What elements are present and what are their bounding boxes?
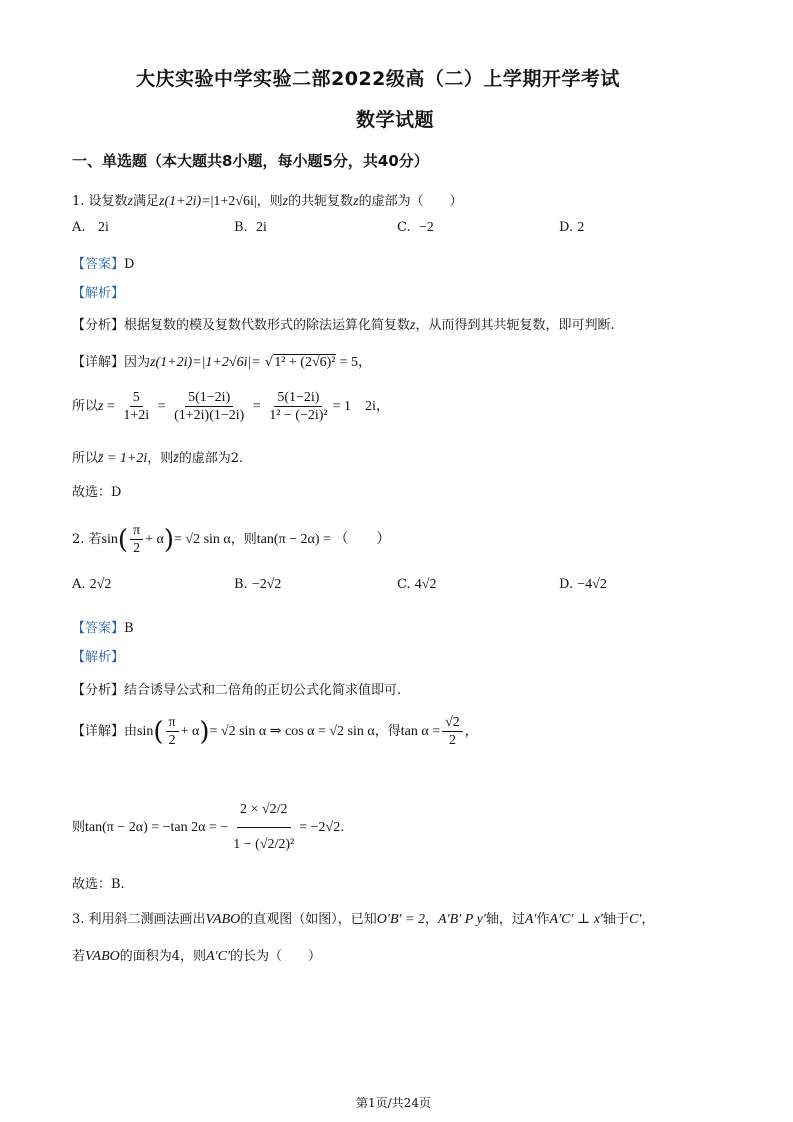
detail-text: 则: [72, 819, 86, 835]
fraction-1: [120, 389, 152, 424]
detail-tag: 【详解】: [72, 723, 125, 739]
numerator: 5(1−2i): [274, 389, 322, 407]
numerator: π: [130, 522, 143, 540]
q2-stem-b: ，则: [230, 531, 257, 547]
option-value: −2√2: [251, 577, 282, 592]
detail-text: 所以: [72, 398, 99, 414]
fraction-3: [266, 389, 330, 424]
fraction-2: [171, 389, 247, 424]
q2-detail-line1: 【详解】 由 sin ( $\frac{\pi}{2}$ + α ) = √2 sin α ⇒ cos α = √2 sin α ，得 tan α = $\frac{√2}{2}$ ，: [72, 715, 478, 748]
q2-conclusion: 故选：B.: [72, 877, 125, 892]
option-label: D.: [559, 220, 574, 235]
q1-detail-line2: 所以 z = $\frac{5}{1+2i}$ = $\frac{5(1-2i)}{(1+2i)(1-2i)}$ = $\frac{5(1-2i)}{\text{1² − (−2i)²}}$ = 1 2i，: [72, 390, 390, 423]
detail-text: 所以: [72, 451, 99, 466]
q2-analysis-tag: 【解析】: [72, 650, 125, 665]
q1-var-z: z: [127, 194, 133, 209]
q3-ob-length: O′B′ = 2: [376, 912, 426, 927]
final-fraction: [230, 793, 297, 862]
q2-fenxi: [72, 682, 401, 700]
q1-fenxi: [72, 317, 615, 335]
q1-conclusion: 故选：D: [72, 485, 122, 500]
q3-text: 若: [72, 949, 86, 964]
answer-value: D: [124, 257, 135, 272]
q3-ac-perp: A′C′ ⊥ x′: [549, 912, 603, 927]
q2-pi-over-2: [130, 522, 143, 557]
section-header: 一、单选题（本大题共8小题，每小题5分，共40分）: [72, 152, 429, 170]
numerator: π: [166, 714, 179, 732]
exam-title: 大庆实验中学实验二部2022级高（二）上学期开学考试: [136, 68, 620, 90]
q1-var-z-4: z: [410, 318, 416, 333]
q3-triangle: VABO: [85, 949, 120, 964]
option-value: 2i: [255, 220, 267, 235]
fenxi-text: 结合诱导公式和二倍角的正切公式化简求值即可.: [124, 683, 402, 698]
option-value: 2i: [97, 220, 109, 235]
denominator: 2: [448, 733, 456, 748]
q1-option-a: [72, 219, 109, 237]
q1-option-c: [397, 219, 434, 237]
q1-stem-e: 的虚部为（ ）: [358, 194, 463, 209]
q2-sin-tail: + α: [145, 531, 164, 547]
detail-text: ，得: [374, 723, 401, 739]
q3-triangle: VABO: [205, 912, 241, 927]
q3-text: 的面积为4，则: [119, 949, 207, 964]
q3-a-prime: A′: [524, 912, 537, 927]
q2-stem: 2. 若 sin ( $\frac{\pi}{2}$ + α ) = √2 sin α ，则 tan(π − 2α) = （ ）: [72, 523, 391, 556]
option-value: 2: [577, 220, 585, 235]
q2-option-d: [559, 576, 607, 594]
detail-equation: z(1+2i)=|1+2√6i|=: [150, 355, 261, 370]
q1-stem-c: ，则: [256, 194, 283, 209]
q1-answer: [72, 256, 134, 274]
q1-var-z-2: z: [282, 194, 289, 209]
option-label: C.: [397, 220, 411, 235]
option-value: −4√2: [577, 577, 607, 592]
q1-stem: [72, 193, 463, 211]
fenxi-tag: 【分析】: [72, 318, 125, 333]
detail-result: = 5，: [339, 355, 373, 370]
q1-stem-d: 的共轭复数: [288, 194, 354, 209]
detail-text: 因为: [124, 355, 151, 370]
q1-stem-a: 1. 设复数: [72, 194, 128, 209]
q3-line1: [72, 911, 654, 929]
option-value: 2√2: [89, 577, 112, 592]
q1-var-z-3: z: [353, 194, 359, 209]
fenxi-text-end: ，从而得到其共轭复数，即可判断.: [415, 318, 615, 333]
q3-c-prime: C′: [629, 912, 642, 927]
q2-detail-equation: = √2 sin α ⇒ cos α = √2 sin α: [209, 723, 375, 739]
q1-option-b: [234, 219, 267, 237]
q3-text: 作: [536, 912, 550, 927]
numerator: √2: [442, 714, 463, 732]
option-label: C.: [397, 577, 411, 592]
numerator: 5: [130, 389, 143, 407]
detail-text-end: 的虚部为2.: [178, 451, 244, 466]
fenxi-text: 根据复数的模及复数代数形式的除法运算化简复数: [124, 318, 411, 333]
q1-var-z-5: z: [98, 398, 104, 414]
q3-text: 的直观图（如图），已知: [240, 912, 377, 927]
q2-option-b: [234, 576, 281, 594]
q3-text: 轴于: [602, 912, 629, 927]
answer-value: B: [124, 621, 134, 636]
denominator: 1² − (−2i)²: [269, 408, 328, 423]
denominator: 2: [168, 733, 176, 748]
detail-text: 由: [124, 723, 138, 739]
q1-analysis-tag: 【解析】: [72, 286, 125, 301]
answer-tag: 【答案】: [72, 621, 125, 636]
q3-line2: [72, 948, 321, 966]
q2-answer: [72, 620, 134, 638]
option-label: B.: [234, 220, 248, 235]
q2-detail-pi-over-2: [166, 714, 179, 749]
q2-stem-tan: tan(π − 2α) = （ ）: [256, 531, 391, 547]
q2-sin-tail: + α: [180, 723, 200, 739]
q2-option-c: [397, 576, 436, 594]
q2-option-a: [72, 576, 111, 594]
q1-detail-line1: 【详解】因为z(1+2i)=|1+2√6i|= √1² + (2√6)² = 5，: [72, 355, 373, 370]
tan-alpha: tan α =: [400, 723, 441, 739]
option-value: −2: [418, 220, 434, 235]
final-left: tan(π − 2α) = −tan 2α = −: [85, 819, 229, 835]
zbar-equation: z̄ = 1+2i: [98, 451, 148, 466]
answer-tag: 【答案】: [72, 257, 125, 272]
q1-condition-right: |1+2√6i|: [210, 194, 257, 209]
q1-detail-line3: 所以z̄ = 1+2i，则z̄的虚部为2.: [72, 451, 244, 466]
option-value: 4√2: [414, 577, 437, 592]
q3-text: ，: [641, 912, 655, 927]
q3-text: 3. 利用斜二测画法画出: [72, 912, 206, 927]
detail-text: ，则: [147, 451, 174, 466]
detail-radical: 1² + (2√6)²: [274, 355, 336, 370]
page-footer: 第1页/共24页: [356, 1096, 431, 1110]
option-label: D.: [559, 577, 574, 592]
denominator: 1+2i: [123, 408, 150, 423]
denominator: 1 − (√2/2)²: [233, 837, 295, 852]
q2-detail-line2: 则 tan(π − 2α) = −tan 2α = − $\frac{2 \times √2/2}{\text{1 − (√2/2)²}}$ = −2√2 .: [72, 793, 344, 862]
option-label: B.: [234, 577, 248, 592]
q2-stem-a: 2. 若: [72, 531, 102, 547]
denominator: (1+2i)(1−2i): [174, 408, 245, 423]
option-label: A.: [72, 220, 86, 235]
final-right: = −2√2: [299, 819, 341, 835]
detail-result: = 1 2i，: [332, 398, 390, 414]
q1-stem-b: 满足: [133, 194, 160, 209]
q3-ac-length: A′C′: [206, 949, 231, 964]
q3-text: ，: [425, 912, 439, 927]
q3-ab-parallel: A′B′ P y′: [438, 912, 486, 927]
q1-option-d: [559, 219, 584, 237]
exam-subtitle: 数学试题: [356, 109, 435, 131]
fenxi-tag: 【分析】: [72, 683, 125, 698]
detail-tag: 【详解】: [72, 355, 125, 370]
q3-text: 轴，过: [485, 912, 525, 927]
tan-alpha-fraction: [442, 714, 463, 749]
q2-rhs: = √2 sin α: [174, 531, 231, 547]
q3-text: 的长为（ ）: [230, 949, 322, 964]
denominator: 2: [133, 541, 141, 556]
option-label: A.: [72, 577, 86, 592]
numerator: 5(1−2i): [185, 389, 233, 407]
q1-condition-left: z(1+2i)=: [159, 194, 211, 209]
numerator: 2 × √2/2: [237, 793, 290, 828]
